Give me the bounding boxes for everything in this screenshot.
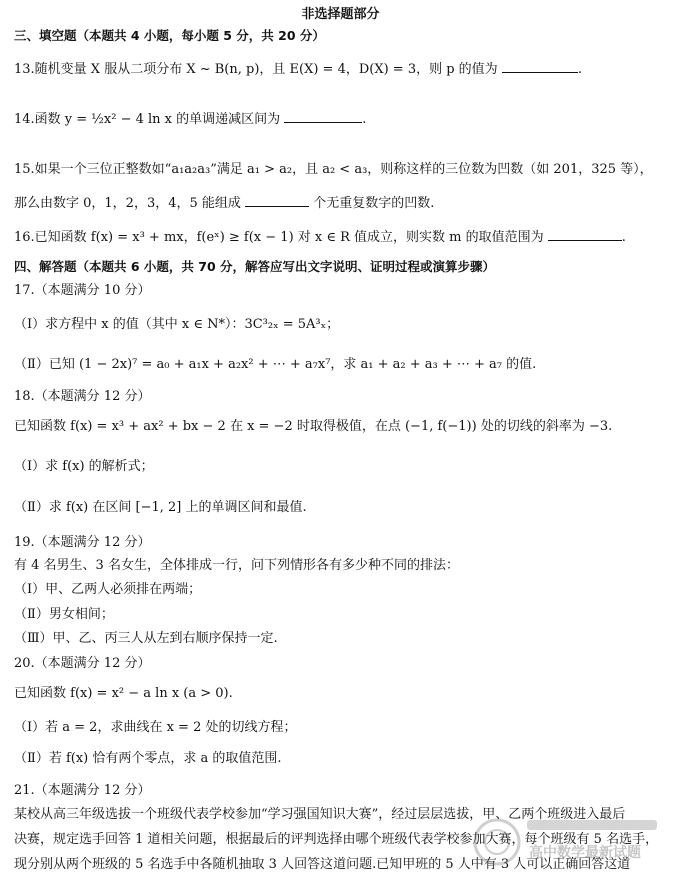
question-21-line-3: 现分别从两个班级的 5 名选手中各随机抽取 3 人回答这道问题.已知甲班的 5 人中有 3 人可以正确回答这道 xyxy=(14,857,631,872)
question-14-text: 14.函数 y = ½x² − 4 ln x 的单调递减区间为 xyxy=(14,112,281,127)
answer-blank-16[interactable] xyxy=(548,226,622,241)
question-17-part-1: （Ⅰ）求方程中 x 的值（其中 x ∈ N*）：3C³₂ₓ = 5A³ₓ； xyxy=(14,317,340,332)
question-15-line-2 xyxy=(14,192,434,213)
question-18-stem: 已知函数 f(x) = x³ + ax² + bx − 2 在 x = −2 时取得极值，在点 (−1, f(−1)) 处的切线的斜率为 −3. xyxy=(14,419,613,434)
question-18-part-1: （Ⅰ）求 f(x) 的解析式； xyxy=(14,459,154,474)
answer-blank-13[interactable] xyxy=(502,58,578,73)
question-14: 14.函数 y = ½x² − 4 ln x 的单调递减区间为 . xyxy=(14,108,366,129)
question-19-heading: 19.（本题满分 12 分） xyxy=(14,535,151,550)
question-13: 13.随机变量 X 服从二项分布 X ~ B(n, p)，且 E(X) = 4，D(X) = 3，则 p 的值为 . xyxy=(14,58,582,79)
question-20-heading: 20.（本题满分 12 分） xyxy=(14,656,151,671)
question-21-line-2: 决赛，规定选手回答 1 道相关问题，根据最后的评判选择由哪个班级代表学校参加大赛，每个班级有 5 名选手， xyxy=(14,832,659,847)
question-15-text-b: 个无重复数字的凹数. xyxy=(313,196,435,211)
question-13-text: 13.随机变量 X 服从二项分布 X ~ B(n, p)，且 E(X) = 4，D(X) = 3，则 p 的值为 xyxy=(14,62,498,77)
question-20-part-2: （Ⅱ）若 f(x) 恰有两个零点，求 a 的取值范围. xyxy=(14,751,282,766)
watermark-text: 高中数学最新试题 xyxy=(529,845,641,861)
question-21-line-1: 某校从高三年级选拔一个班级代表学校参加“学习强国知识大赛”，经过层层选拔，甲、乙两个班级进入最后 xyxy=(14,807,626,822)
question-18-heading: 18.（本题满分 12 分） xyxy=(14,389,151,404)
question-19-part-3: （Ⅲ）甲、乙、丙三人从左到右顺序保持一定. xyxy=(14,631,278,646)
question-16: 16.已知函数 f(x) = x³ + mx，f(eˣ) ≥ f(x − 1) 对 x ∈ R 值成立，则实数 m 的取值范围为 . xyxy=(14,226,626,247)
page-title: 非选择题部分 xyxy=(301,7,380,22)
question-19-stem: 有 4 名男生、3 名女生，全体排成一行，问下列情形各有多少种不同的排法： xyxy=(14,558,459,573)
question-19-part-2: （Ⅱ）男女相间； xyxy=(14,607,114,622)
question-18-part-2: （Ⅱ）求 f(x) 在区间 [−1, 2] 上的单调区间和最值. xyxy=(14,500,307,515)
question-20-stem: 已知函数 f(x) = x² − a ln x (a > 0). xyxy=(14,686,233,701)
question-20-part-1: （Ⅰ）若 a = 2，求曲线在 x = 2 处的切线方程； xyxy=(14,720,297,735)
question-17-heading: 17.（本题满分 10 分） xyxy=(14,283,151,298)
stamp-logo-icon xyxy=(467,798,667,878)
question-17-part-2: （Ⅱ）已知 (1 − 2x)⁷ = a₀ + a₁x + a₂x² + ⋯ + a₇x⁷，求 a₁ + a₂ + a₃ + ⋯ + a₇ 的值. xyxy=(14,357,537,372)
question-15-line-1: 15.如果一个三位正整数如“a₁a₂a₃”满足 a₁ > a₂，且 a₂ < a₃，则称这样的三位数为凹数（如 201，325 等）， xyxy=(14,162,653,177)
question-15-text-a: 那么由数字 0，1，2，3，4，5 能组成 xyxy=(14,196,241,211)
question-21-heading: 21.（本题满分 12 分） xyxy=(14,783,151,798)
answer-blank-14[interactable] xyxy=(284,108,362,123)
answer-blank-15[interactable] xyxy=(245,192,309,207)
question-19-part-1: （Ⅰ）甲、乙两人必须排在两端； xyxy=(14,582,202,597)
section-fill-heading: 三、填空题（本题共 4 小题，每小题 5 分，共 20 分） xyxy=(14,28,325,43)
question-16-text: 16.已知函数 f(x) = x³ + mx，f(eˣ) ≥ f(x − 1) 对 x ∈ R 值成立，则实数 m 的取值范围为 xyxy=(14,230,544,245)
watermark-stamp xyxy=(467,798,667,878)
section-solve-heading: 四、解答题（本题共 6 小题，共 70 分，解答应写出文字说明、证明过程或演算步骤） xyxy=(14,259,496,274)
